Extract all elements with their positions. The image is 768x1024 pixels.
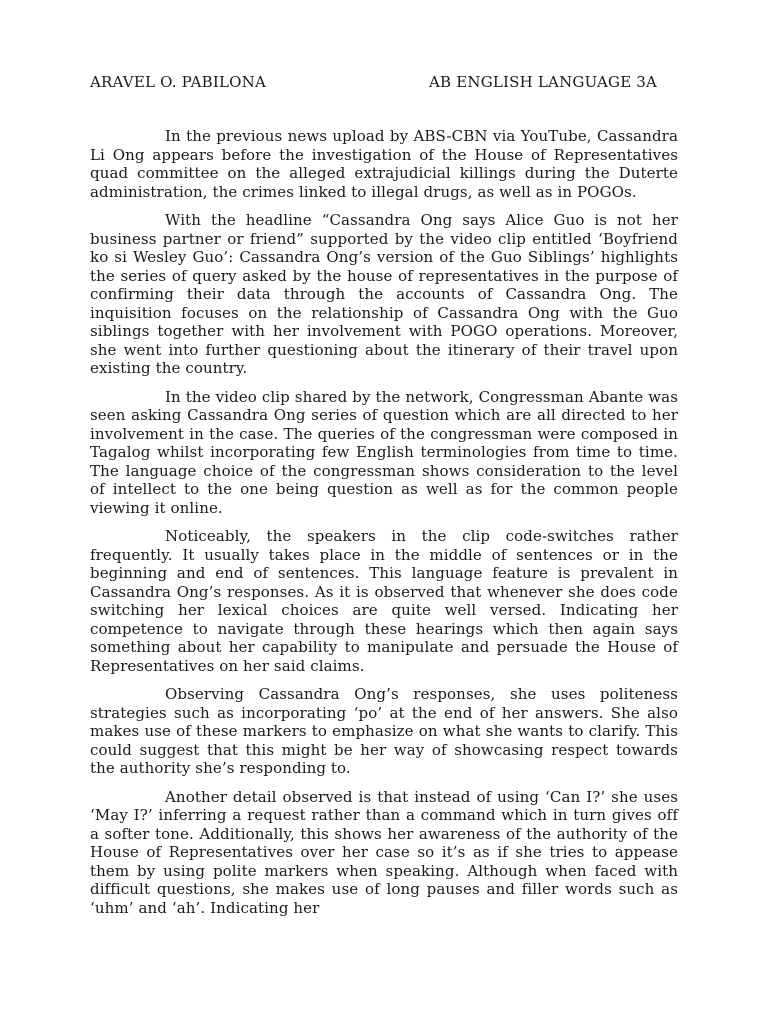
- course-label: AB ENGLISH LANGUAGE 3A: [429, 73, 658, 91]
- paragraph-3: In the video clip shared by the network, Congressman Abante was seen asking Cassandra Ong series of question which are all directed to her involvement in the case. The queries of the congressman were composed in Tagalog whilst incorporating few English terminologies from time to time. The language choice of the congressman shows consideration to the level of intellect to the one being question as well as for the common people viewing it online.: [90, 387, 678, 517]
- paragraph-5: Observing Cassandra Ong’s responses, she uses politeness strategies such as incorporating ‘po’ at the end of her answers. She also makes use of these markers to emphasize on what she wants to clarify. This could suggest that this might be her way of showcasing respect towards the authority she’s responding to.: [90, 685, 678, 777]
- paragraph-6: Another detail observed is that instead of using ‘Can I?’ she uses ‘May I?’ inferring a request rather than a command which in turn gives off a softer tone. Additionally, this shows her awareness of the authority of the House of Representatives over her case so it’s as if she tries to appease them by using polite markers when speaking. Although when faced with difficult questions, she makes use of long pauses and filler words such as ‘uhm’ and ‘ah’. Indicating her: [90, 787, 678, 917]
- document-header: [90, 73, 680, 93]
- paragraph-4: Noticeably, the speakers in the clip code-switches rather frequently. It usually takes place in the middle of sentences or in the beginning and end of sentences. This language feature is prevalent in Cassandra Ong’s responses. As it is observed that whenever she does code switching her lexical choices are quite well versed. Indicating her competence to navigate through these hearings which then again says something about her capability to manipulate and persuade the House of Representatives on her said claims.: [90, 527, 678, 675]
- author-name: ARAVEL O. PABILONA: [90, 73, 266, 91]
- document-body: [90, 127, 678, 927]
- paragraph-1: In the previous news upload by ABS-CBN via YouTube, Cassandra Li Ong appears before the investigation of the House of Representatives quad committee on the alleged extrajudicial killings during the Duterte administration, the crimes linked to illegal drugs, as well as in POGOs.: [90, 127, 678, 201]
- paragraph-2: With the headline “Cassandra Ong says Alice Guo is not her business partner or friend” supported by the video clip entitled ‘Boyfriend ko si Wesley Guo’: Cassandra Ong’s version of the Guo Siblings’ highlights the series of query asked by the house of representatives in the purpose of confirming their data through the accounts of Cassandra Ong. The inquisition focuses on the relationship of Cassandra Ong with the Guo siblings together with her involvement with POGO operations. Moreover, she went into further questioning about the itinerary of their travel upon existing the country.: [90, 211, 678, 377]
